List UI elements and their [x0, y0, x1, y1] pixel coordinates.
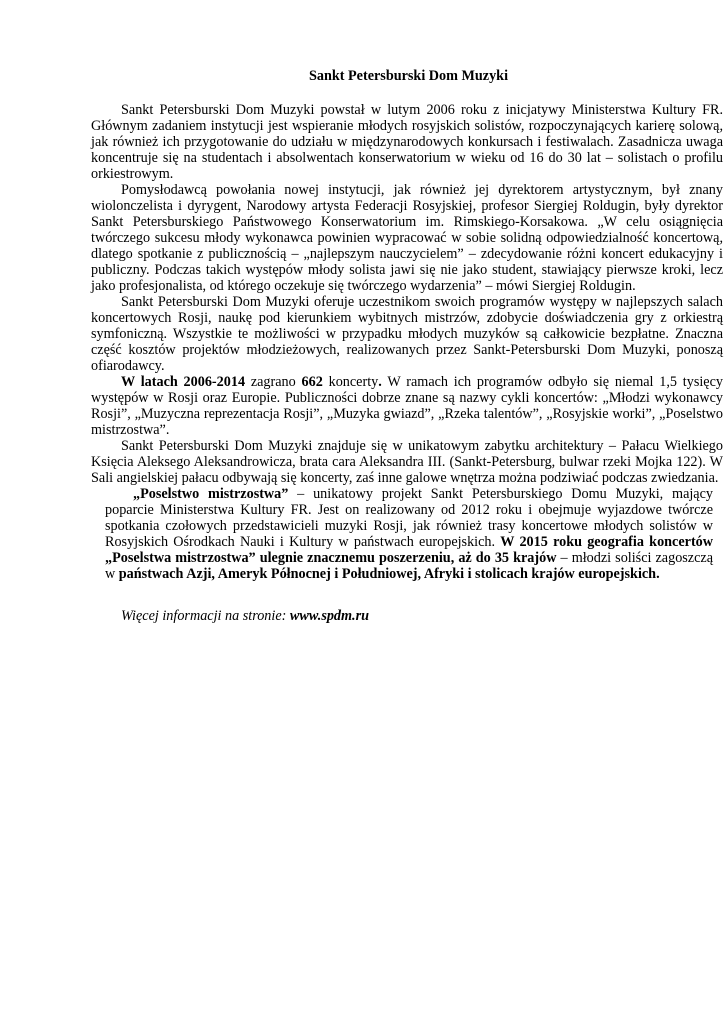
concerts-count: 662	[301, 374, 323, 390]
paragraph-palace: Sankt Petersburski Dom Muzyki znajduje się w unikatowym zabytku architektury – Pałacu Wielkiego Księcia Aleksego Aleksandrowicza, brata cara Aleksandra III. (Sankt-Petersburg, bulwar rzeki Mojka 122). W Sali angielskiej pałacu odbywają się koncerty, zaś inne galowe wnętrza można podziwiać podczas zwiedzania.	[91, 438, 723, 486]
project-regions: państwach Azji, Ameryk Północnej i Południowej, Afryki i stolicach krajów europejskich.	[118, 566, 660, 582]
paragraph-project	[105, 486, 713, 582]
paragraph-founder: Pomysłodawcą powołania nowej instytucji, jak również jej dyrektorem artystycznym, był znany wiolonczelista i dyrygent, Narodowy artysta Federacji Rosyjskiej, profesor Siergiej Roldugin, były dyrektor Sankt Petersburskiego Państwowego Konserwatorium im. Rimskiego-Korsakowa. „W celu osiągnięcia twórczego sukcesu młody wykonawca powinien wypracować w sobie solidną odpowiedzialność koncertową, dlatego spotkanie z publicznością – „najlepszym nauczycielem” – zdecydowanie różni koncert edukacyjny i publiczny. Podczas takich występów młody solista jawi się nie jako student, stawiający pierwsze kroki, lecz jako profesjonalista, od którego oczekuje się twórczego wydarzenia” – mówi Siergiej Roldugin.	[91, 182, 723, 294]
concerts-text-3: W ramach ich programów odbyło się niemal 1,5 tysięcy występów w Rosji oraz Europie. Publiczności dobrze znane są nazwy cykli koncertów: „Młodzi wykonawcy Rosji”, „Muzyczna reprezentacja Rosji”, „Muzyka gwiazd”, „Rzeka talentów”, „Rosyjskie worki”, „Poselstwo mistrzostwa”.	[91, 374, 723, 438]
more-info	[91, 608, 723, 624]
paragraph-founding: Sankt Petersburski Dom Muzyki powstał w lutym 2006 roku z inicjatywy Ministerstwa Kultury FR. Głównym zadaniem instytucji jest wspieranie młodych rosyjskich solistów, rozpoczynających karierę solową, jak również ich przygotowanie do udziału w międzynarodowych konkursach i festiwalach. Zasadnicza uwaga koncentruje się na studentach i absolwentach konserwatorium w wieku od 16 do 30 lat – solistach o profilu orkiestrowym.	[91, 102, 723, 182]
project-text-2: – młodzi soliści zagoszczą w	[105, 550, 713, 582]
document-title: Sankt Petersburski Dom Muzyki	[308, 68, 509, 84]
project-expansion: W 2015 roku geografia koncertów „Poselstwa mistrzostwa” ulegnie znacznemu poszerzeniu, aż do 35 krajów	[105, 534, 714, 566]
document-body	[91, 102, 723, 624]
project-text-1: – unikatowy projekt Sankt Petersburskiego Domu Muzyki, mający poparcie Ministerstwa Kultury FR. Jest on realizowany od 2012 roku i obejmuje wyjazdowe twórcze spotkania czołowych przedstawicieli muzyki Rosji, jak również trasy koncertowe młodych solistów w Rosyjskich Ośrodkach Nauki i Kultury w państwach europejskich.	[105, 486, 713, 550]
more-info-link[interactable]: www.spdm.ru	[289, 608, 370, 624]
project-name: „Poselstwo mistrzostwa”	[133, 486, 289, 502]
more-info-label: Więcej informacji na stronie:	[121, 608, 290, 624]
concerts-years: W latach 2006-2014	[121, 374, 246, 390]
paragraph-offer: Sankt Petersburski Dom Muzyki oferuje uczestnikom swoich programów występy w najlepszych salach koncertowych Rosji, naukę pod kierunkiem wybitnych mistrzów, zdobycie doświadczenia gry z orkiestrą symfoniczną. Wszystkie te możliwości w przypadku młodych muzyków są całkowicie bezpłatne. Znaczna część kosztów projektów młodzieżowych, realizowanych przez Sankt-Petersburski Dom Muzyki, ponoszą ofiarodawcy.	[91, 294, 723, 374]
concerts-text-2: koncerty	[322, 374, 379, 390]
concerts-period: .	[378, 374, 382, 390]
concerts-text-1: zagrano	[245, 374, 302, 390]
paragraph-concerts	[91, 374, 723, 438]
